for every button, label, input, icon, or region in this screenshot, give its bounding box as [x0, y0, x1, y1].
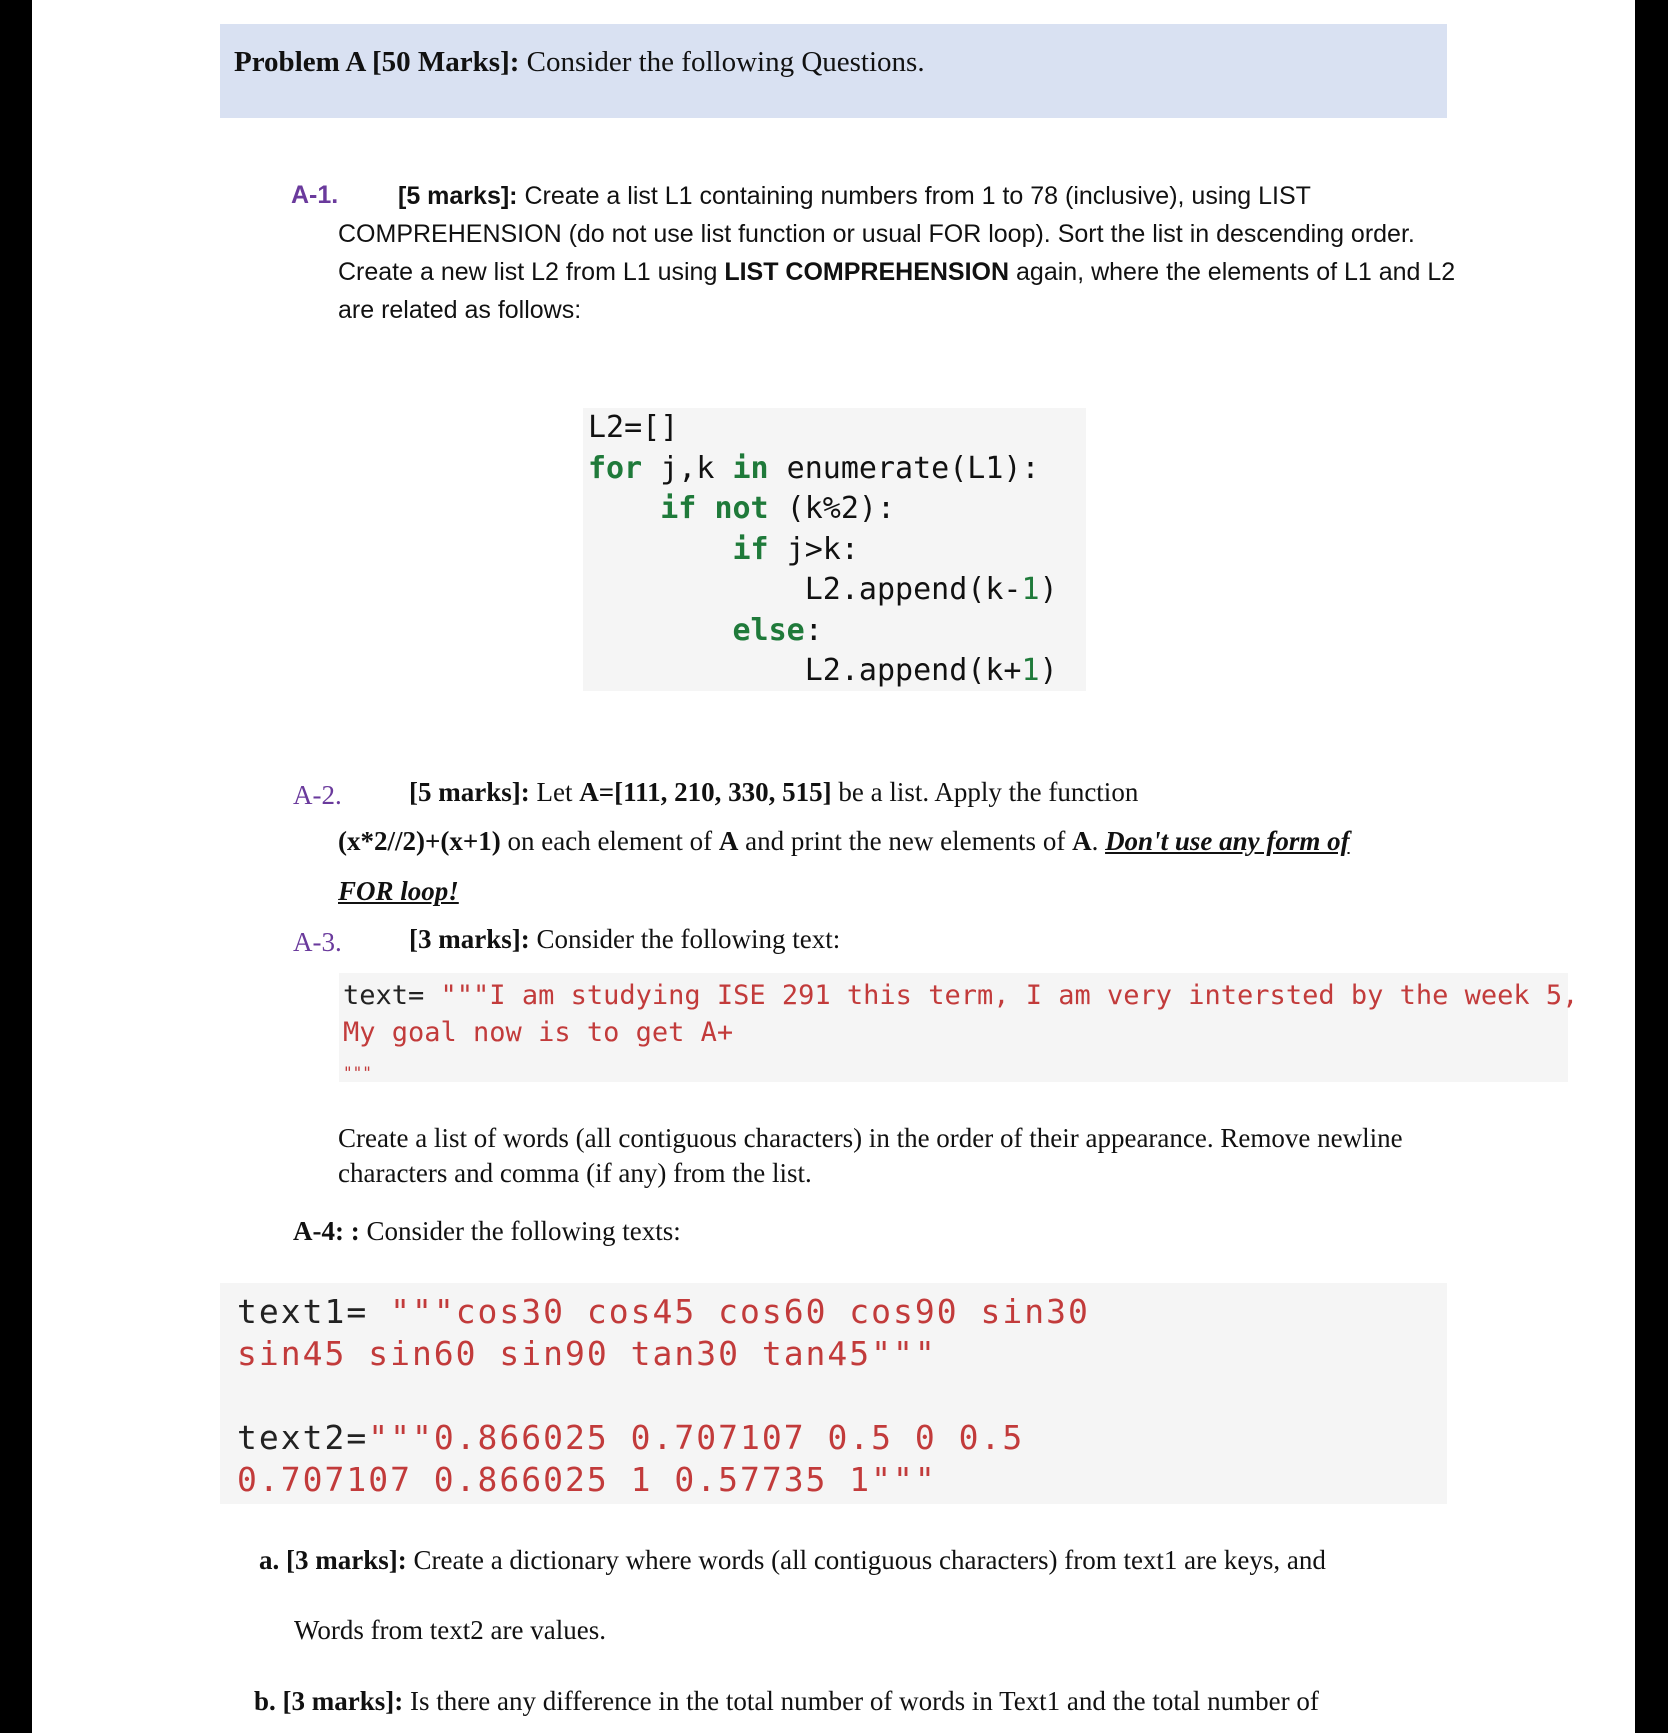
a3-number: A-3. [293, 927, 342, 957]
code-not-keyword: not [714, 491, 769, 526]
code-if-keyword: if [660, 491, 697, 526]
a4-code-line-3: """0.866025 0.707107 0.5 0 0.5 [368, 1418, 1025, 1457]
a4b-text-1: Is there any difference in the total number of words in Text1 and the total number of [403, 1686, 1319, 1716]
code-line-2a: j,k [642, 450, 733, 486]
code-line-7b: ) [1039, 653, 1058, 688]
a3-code-line-1: """I am studying ISE 291 this term, I am very intersted by the week 5, [424, 980, 1579, 1011]
code-line-5-num: 1 [1021, 572, 1040, 607]
a2-number: A-2. [293, 780, 342, 810]
code-line-7a: L2.append(k+ [804, 653, 1022, 688]
code-line-6b: : [804, 612, 823, 648]
a2-line2-c: . [1091, 826, 1106, 856]
a3-code-line-2: My goal now is to get A+ [343, 1017, 734, 1048]
a3-line-1 [409, 924, 840, 955]
a4-code-line-1: """cos30 cos45 cos60 cos90 sin30 [368, 1292, 1090, 1331]
a4-code-var1: text1= [237, 1292, 369, 1331]
a4a-line-1 [259, 1545, 1326, 1576]
a4a-label: a. [259, 1545, 280, 1575]
code-line-5a: L2.append(k- [804, 572, 1022, 607]
code-for-keyword: for [588, 450, 643, 486]
problem-heading [234, 46, 925, 79]
a2-line2-bold3: A [1072, 826, 1092, 856]
a3-code-var: text= [343, 980, 425, 1011]
a2-line1-b: be a list. Apply the function [831, 777, 1139, 807]
a2-line-3 [338, 876, 459, 907]
a2-line2-a: on each element of [500, 826, 719, 856]
a4b-marks: [3 marks]: [275, 1686, 404, 1716]
document-page [32, 0, 1635, 1733]
code-in-keyword: in [732, 450, 769, 486]
a4-code-line-4: 0.707107 0.866025 1 0.57735 1""" [237, 1460, 937, 1499]
a1-text-part1: Create a list L1 containing numbers from 1 to 78 (inclusive), using LIST COMPREHENSION (do not use list function or usual FOR loop). Sort the list in descending order. Create a new list L2 from L1 using [338, 182, 1415, 286]
code-line-7-num: 1 [1021, 653, 1040, 688]
a4a-text-1: Create a dictionary where words (all contiguous characters) from text1 are keys, and [406, 1545, 1326, 1575]
a2-line1-a: Let [529, 777, 580, 807]
a3-marks: [3 marks]: [409, 924, 530, 954]
code-line-3b: (k%2): [768, 491, 896, 526]
a1-code-block [583, 408, 1086, 691]
code-line-1: L2=[] [588, 410, 679, 445]
code-line-2b: enumerate(L1): [768, 450, 1040, 486]
a1-text-bold: LIST COMPREHENSION [724, 258, 1010, 286]
a1-marks: [5 marks]: [398, 182, 518, 210]
a3-code-line-3: """ [343, 1063, 372, 1082]
problem-title-bold: Problem A [50 Marks]: [234, 46, 520, 78]
a2-line2-b: and print the new elements of [738, 826, 1073, 856]
a1-number: A-1. [291, 181, 339, 209]
a2-warning-part1: Don't use any form of [1105, 826, 1350, 856]
a4-heading-rest: Consider the following texts: [359, 1216, 681, 1246]
code-line-5b: ) [1039, 572, 1058, 607]
code-if2-keyword: if [732, 531, 769, 567]
a2-line-1 [409, 777, 1138, 808]
a4b-line-1 [254, 1686, 1319, 1717]
code-line-4b: j>k: [768, 531, 859, 567]
a3-code-block [339, 973, 1579, 1082]
a4a-line-2: Words from text2 are values. [294, 1615, 606, 1645]
a2-line-2 [338, 826, 1350, 857]
a1-text [338, 177, 1458, 329]
a2-function: (x*2//2)+(x+1) [338, 826, 501, 856]
a4-code-var2: text2= [237, 1418, 369, 1457]
a2-line2-bold2: A [718, 826, 739, 856]
a4-code-line-2: sin45 sin60 sin90 tan30 tan45""" [237, 1334, 937, 1373]
problem-title-rest: Consider the following Questions. [519, 46, 925, 78]
a4a-marks: [3 marks]: [279, 1545, 407, 1575]
a4-code-block [220, 1283, 1447, 1504]
a4-number: A-4: : [293, 1216, 360, 1246]
a2-warning-part2: FOR loop! [338, 876, 459, 906]
a2-marks: [5 marks]: [409, 777, 530, 807]
a4b-label: b. [254, 1686, 276, 1716]
code-else-keyword: else [732, 612, 805, 648]
a1-text-part2: again, where the elements of L1 and L2 are related as follows: [338, 258, 1456, 324]
a3-description: Create a list of words (all contiguous characters) in the order of their appearance. Remove newline characters and comma (if any) from the list. [338, 1123, 1403, 1188]
a3-line1-text: Consider the following text: [529, 924, 841, 954]
a2-list-def: A=[111, 210, 330, 515] [579, 777, 832, 807]
a4-heading [293, 1216, 681, 1247]
